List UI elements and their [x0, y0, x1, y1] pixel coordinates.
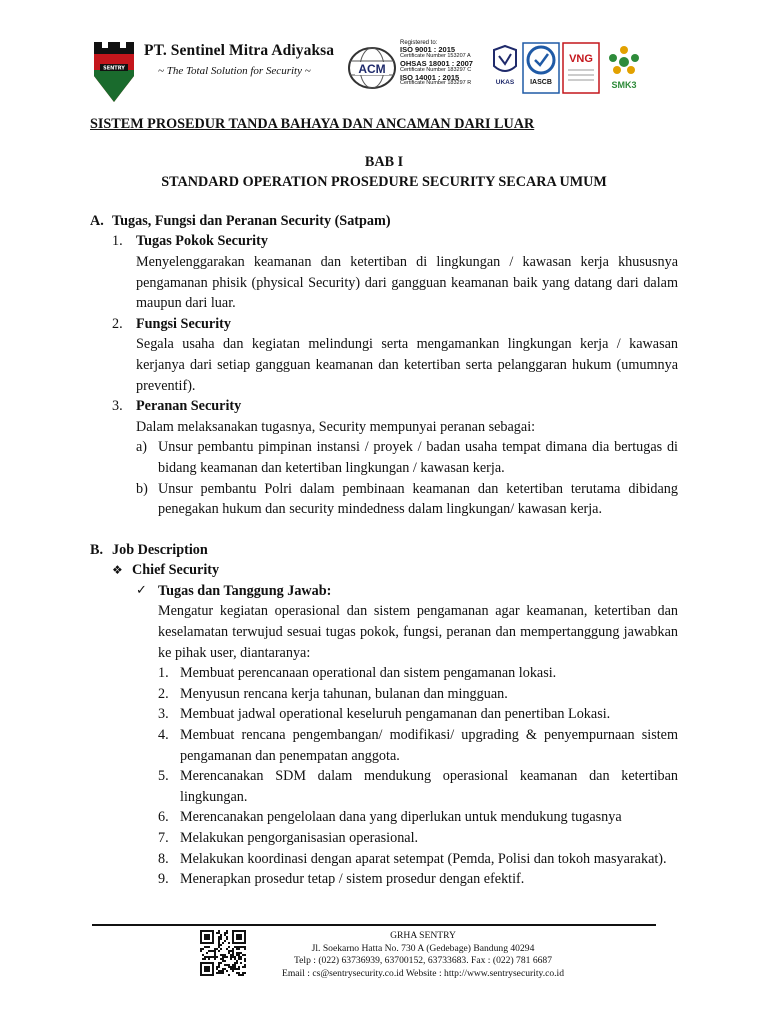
ukas-logo	[490, 42, 520, 98]
list-item: 7. Melakukan pengorganisasian operasional.	[158, 830, 419, 846]
svg-text:SMK3: SMK3	[611, 80, 637, 90]
shield-label: SENTRY	[103, 65, 125, 72]
item-1-text: Menyelenggarakan keamanan dan ketertiban di lingkungan / kawasan kerja khususnya pengamanan phisik (physical Security) dari gangguan keamanan baik yang datang dari dalam maupun dari luar.	[136, 253, 678, 312]
list-item: 9. Menerapkan prosedur tetap / sistem prosedur dengan efektif.	[158, 871, 525, 888]
document-title: SISTEM PROSEDUR TANDA BAHAYA DAN ANCAMAN DARI LUAR	[90, 116, 535, 132]
duty-heading: ✓ Tugas dan Tanggung Jawab:	[136, 581, 678, 602]
acm-label: ACM	[358, 62, 386, 76]
footer-company: GRHA SENTRY	[390, 930, 456, 941]
duty-intro: Mengatur kegiatan operasional dan sistem pengamanan agar keamanan, ketertiban dan keselamatan terwujud sesuai tugas pokok, fungsi, peranan dan mempertanggung jawabkan ke pihak user, diantaranya:	[158, 603, 678, 661]
vng-logo	[562, 42, 600, 98]
company-tagline: ~ The Total Solution for Security ~	[158, 65, 311, 77]
svg-text:VNG: VNG	[569, 53, 593, 65]
company-block	[144, 42, 334, 77]
list-item: 1. Membuat perencanaan operational dan sistem pengamanan lokasi.	[158, 665, 557, 682]
item-3-text: Dalam melaksanakan tugasnya, Security mempunyai peranan sebagai:	[136, 418, 536, 435]
chapter-title: STANDARD OPERATION PROSEDURE SECURITY SECARA UMUM	[161, 174, 607, 191]
list-item: 3. Membuat jadwal operational keseluruh pengamanan dan penertiban Lokasi.	[158, 706, 611, 723]
diamond-bullet-icon: ❖	[112, 563, 123, 578]
company-name: PT. Sentinel Mitra Adiyaksa	[144, 42, 335, 59]
footer	[258, 930, 588, 980]
checkmark-icon: ✓	[136, 582, 147, 598]
sentry-shield-logo	[92, 40, 136, 104]
iso-registration: Registered to: ISO 9001 : 2015 Certificate Number 153207 A OHSAS 18001 : 2007 Certificate Number 183297 C ISO 14001 : 2015 Certificate Number 183297 R	[400, 40, 473, 87]
acm-globe-logo	[347, 46, 397, 92]
footer-contact: Email : cs@sentrysecurity.co.id Website : http://www.sentrysecurity.co.id	[281, 967, 565, 979]
footer-phone: Telp : (022) 63736939, 63700152, 63733683. Fax : (022) 781 6687	[293, 955, 553, 967]
list-item: b) Unsur pembantu Polri dalam pembinaan keamanan dan ketertiban terutama dibidang penegakan hukum dan security mindedness dalam lingkungan/ kawasan kerja.	[136, 480, 678, 518]
list-item: 4. Membuat rencana pengembangan/ modifikasi/ upgrading & penyempurnaan sistem pengamanan dan penempatan anggota.	[158, 727, 678, 764]
section-b-heading: B. Job Description	[90, 541, 208, 558]
task-list	[158, 663, 678, 890]
svg-text:UKAS: UKAS	[495, 79, 515, 86]
item-1-heading: 1. Tugas Pokok Security	[112, 233, 268, 250]
footer-divider	[92, 924, 656, 926]
letterhead	[92, 38, 682, 108]
smk3-logo	[602, 42, 646, 98]
list-item: 5. Merencanakan SDM dalam mendukung operasional keamanan dan ketertiban lingkungan.	[158, 768, 678, 805]
item-2-heading: 2. Fungsi Security	[112, 315, 231, 332]
list-item: a) Unsur pembantu pimpinan instansi / proyek / badan usaha tempat dimana dia bertugas di bidang keamanan dan ketertiban lingkungan / kawasan kerja.	[136, 439, 678, 476]
qr-code-icon	[200, 930, 246, 976]
list-item: 6. Merencanakan pengelolaan dana yang diperlukan untuk mendukung tugasnya	[158, 809, 622, 826]
document-body	[90, 114, 678, 890]
list-item: 2. Menyusun rencana kerja tahunan, bulanan dan mingguan.	[158, 685, 508, 702]
list-item: 8. Melakukan koordinasi dengan aparat setempat (Pemda, Polisi dan tokoh masyarakat).	[158, 850, 667, 867]
footer-address: Jl. Soekarno Hatta No. 730 A (Gedebage) Bandung 40294	[311, 942, 535, 954]
svg-text:IASCB: IASCB	[530, 79, 552, 86]
iascb-logo	[522, 42, 560, 98]
item-2-text: Segala usaha dan kegiatan melindungi serta mengamankan lingkungan kerja / kawasan kerjanya dari setiap gangguan keamanan dan ketertiban serta pelanggaran hukum (umumnya preventif).	[136, 336, 678, 394]
chapter-number: BAB I	[364, 153, 404, 170]
role-heading: ❖ Chief Security	[112, 560, 678, 581]
item-3-heading: 3. Peranan Security	[112, 398, 242, 415]
section-a-heading: A. Tugas, Fungsi dan Peranan Security (Satpam)	[90, 212, 391, 229]
